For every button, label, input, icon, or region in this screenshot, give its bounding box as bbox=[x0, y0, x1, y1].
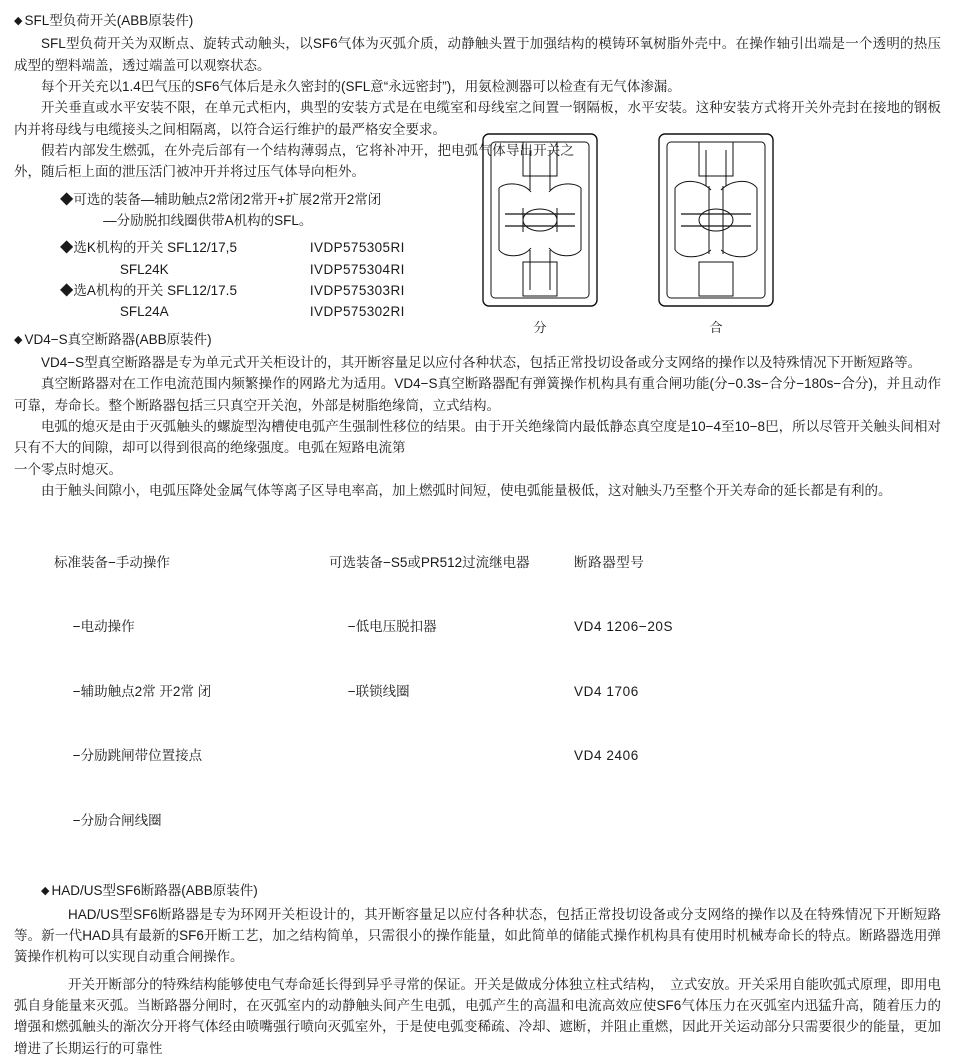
vd4-paragraph-2: 真空断路器对在工作电流范围内频繁操作的网路尤为适用。VD4−S真空断路器配有弹簧操作机构具有重合闸功能(分−0.3s−合分−180s−合分)，并且动作可靠，寿命长。整个断路器包括三只真空开关泡，外部是树脂绝缘筒，立式结构。 bbox=[14, 376, 941, 413]
spec-line: −联锁线圈 bbox=[329, 683, 410, 699]
order-code-label: ◆选A机构的开关 SFL12/17.5 bbox=[59, 282, 237, 298]
figure-open-state bbox=[465, 130, 615, 339]
figure-open-caption: 分 bbox=[533, 320, 547, 336]
spec-line: VD4 2406 bbox=[574, 748, 639, 764]
order-code-label: ◆选K机构的开关 SFL12/17,5 bbox=[59, 240, 237, 256]
diamond-bullet-icon: ◆ bbox=[14, 333, 23, 346]
order-code-label: SFL24A bbox=[59, 304, 169, 320]
had-paragraph-1: HAD/US型SF6断路器是专为环网开关柜设计的，其开断容量足以应付各种状态，包括正常投切设备或分支网络的操作以及在特殊情况下开断短路等。新一代HAD具有最新的SF6开断工艺，加之结构简单，只需很小的操作能量，如此简单的储能式操作机构具有使用时机械寿命长的特点。断路器选用弹簧操作机构可以实现自动重合闸操作。 bbox=[14, 906, 941, 965]
diamond-bullet-icon: ◆ bbox=[14, 15, 23, 27]
sfl-paragraph-4: 假若内部发生燃弧，在外壳后部有一个结构薄弱点，它将补冲开，把电弧气体导出开关之外，随后柜上面的泄压活门被冲开并将过压气体导向柜外。 bbox=[14, 142, 574, 180]
spec-line: −分励合闸线圈 bbox=[54, 812, 162, 828]
section-vd4 bbox=[14, 329, 941, 502]
sfl-heading: SFL型负荷开关(ABB原装件) bbox=[24, 13, 194, 28]
had-heading-row bbox=[14, 880, 941, 901]
section-had bbox=[14, 880, 941, 1059]
sfl-paragraph-1: SFL型负荷开关为双断点、旋转式动触头，以SF6气体为灭弧介质，动静触头置于加强结构的模铸环氧树脂外壳中。在操作轴引出端是一个透明的热压成型的塑料端盖，透过端盖可以观察状态。 bbox=[14, 36, 941, 73]
spec-line: −低电压脱扣器 bbox=[329, 619, 437, 635]
sfl-paragraph-3: 开关垂直或水平安装不限，在单元式柜内，典型的安装方式是在电缆室和母线室之间置一钢隔板，水平安装。这种安装方式将开关外壳封在接地的钢板内并将母线与电缆接头之间相隔离，以符合运行维护的最严格安全要求。 bbox=[14, 100, 941, 137]
sfl-paragraph-2: 每个开关充以1.4巴气压的SF6气体后是永久密封的(SFL意“永远密封”)，用氨检测器可以检查有无气体渗漏。 bbox=[41, 78, 681, 94]
had-heading: HAD/US型SF6断路器(ABB原装件) bbox=[51, 883, 258, 899]
spec-line: VD4 1706 bbox=[574, 683, 639, 699]
vd4-spec-table bbox=[14, 509, 941, 874]
switch-open-diagram bbox=[465, 130, 615, 310]
sfl-option-2: —分励脱扣线圈供带A机构的SFL。 bbox=[103, 212, 313, 228]
order-code-value: IVDP575302RI bbox=[309, 304, 405, 320]
figure-row bbox=[465, 130, 795, 339]
spec-line: 断路器型号 bbox=[574, 554, 645, 570]
figure-closed-state bbox=[641, 130, 791, 339]
vd4-heading: VD4−S真空断路器(ABB原装件) bbox=[24, 331, 212, 347]
spec-line: −分励跳闸带位置接点 bbox=[54, 748, 203, 764]
spec-line: −电动操作 bbox=[54, 619, 135, 635]
sfl-option-1: ◆可选的装备—辅助触点2常闭2常开+扩展2常开2常闭 bbox=[59, 191, 382, 207]
sf6-switch-figure bbox=[465, 130, 795, 339]
vd4-paragraph-4: 由于触头间隙小，电弧压降处金属气体等离子区导电率高，加上燃弧时间短，使电弧能量极低，这对触头乃至整个开关寿命的延长都是有利的。 bbox=[41, 482, 892, 498]
vd4-paragraph-3: 电弧的熄灭是由于灭弧触头的螺旋型沟槽使电弧产生强制性移位的结果。由于开关绝缘筒内最低静态真空度是10−4至10−8巴，所以尽管开关触头间相对只有不大的间隙，却可以得到很高的绝缘强度。电弧在短路电流第 bbox=[14, 418, 941, 456]
spec-line: 标准装备−手动操作 bbox=[54, 554, 170, 570]
switch-closed-diagram bbox=[641, 130, 791, 310]
had-paragraph-2: 开关开断部分的特殊结构能够使电气寿命延长得到异乎寻常的保证。开关是做成分体独立柱式结构， 立式安放。开关采用自能吹弧式原理，即用电弧自身能量来灭弧。当断路器分闸时，在灭弧室内的动静触头间产生电弧，电弧产生的高温和电流高效应使SF6气体压力在灭弧室内迅猛升高，随着压力的增强和燃弧触头的渐次分开将气体经由喷嘴强行喷向灭弧室外，于是使电弧变稀疏、冷却、遮断，并阻止重燃，因此开关运动部分只需要很少的能量，更加增进了长期运行的可靠性 bbox=[14, 976, 941, 1056]
spec-line: VD4 1206−20S bbox=[574, 619, 674, 635]
vd4-paragraph-1: VD4−S型真空断路器是专为单元式开关柜设计的，其开断容量足以应付各种状态，包括正常投切设备或分支网络的操作以及特殊情况下开断短路等。 bbox=[41, 354, 922, 370]
spec-breaker-models bbox=[574, 509, 814, 874]
spec-standard-equipment bbox=[14, 509, 329, 874]
order-code-value: IVDP575305RI bbox=[309, 240, 405, 256]
diamond-bullet-icon: ◆ bbox=[41, 885, 50, 898]
sfl-heading-row bbox=[14, 10, 941, 31]
order-code-value: IVDP575303RI bbox=[309, 282, 405, 298]
spec-line: 可选装备−S5或PR512过流继电器 bbox=[329, 554, 530, 570]
figure-closed-caption: 合 bbox=[709, 320, 723, 336]
order-code-value: IVDP575304RI bbox=[309, 261, 405, 277]
order-code-label: SFL24K bbox=[59, 261, 169, 277]
spec-line: −辅助触点2常 开2常 闭 bbox=[54, 683, 212, 699]
vd4-paragraph-3b: 一个零点时熄灭。 bbox=[14, 461, 122, 477]
spec-optional-equipment bbox=[329, 509, 574, 874]
